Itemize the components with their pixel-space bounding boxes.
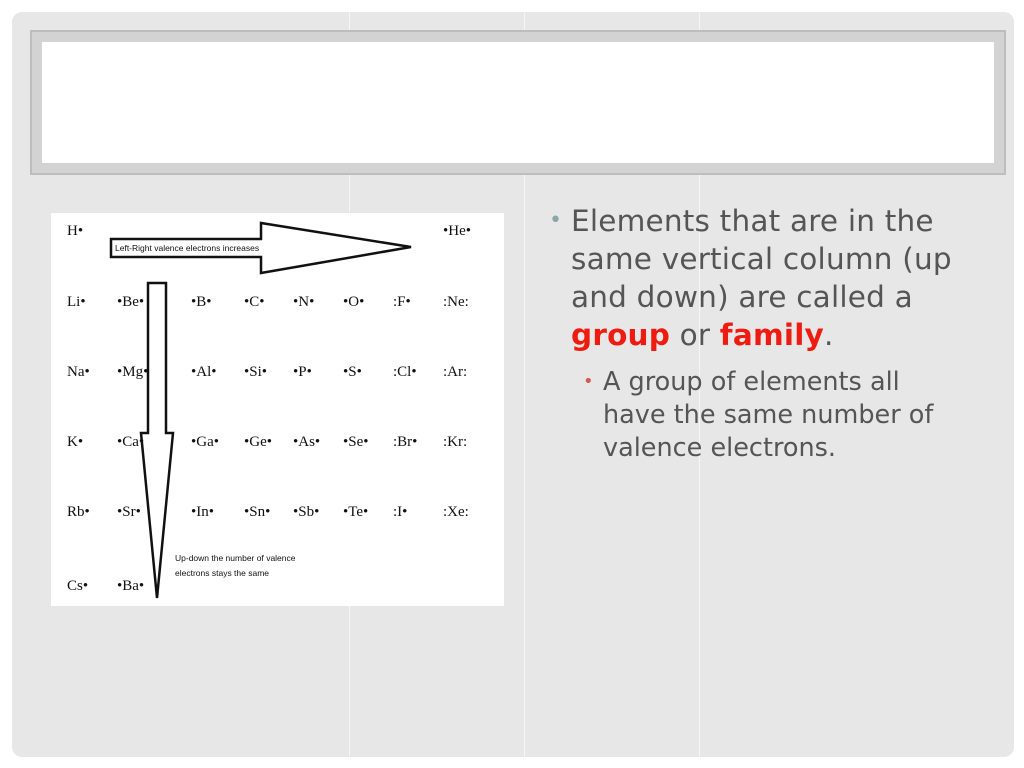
element-symbol: Cs• — [67, 578, 89, 594]
element-symbol: :I• — [393, 504, 408, 520]
element-symbol: •Si• — [244, 364, 268, 380]
element-symbol: •Ba• — [117, 578, 145, 594]
sub-bullet-dot: • — [583, 371, 594, 392]
bullet-item — [547, 202, 967, 354]
element-symbol: •Ca• — [117, 434, 145, 450]
element-symbol: •Be• — [117, 294, 145, 310]
element-symbol: •In• — [191, 504, 214, 520]
element-symbol: •He• — [443, 223, 471, 239]
sub-bullet-item — [579, 366, 953, 465]
title-box — [42, 42, 994, 163]
bullet-text-after: . — [823, 318, 834, 352]
lewis-dot-svg — [51, 213, 504, 606]
right-arrow-label: Left-Right valence electrons increases — [115, 243, 260, 253]
element-symbol: •B• — [191, 294, 212, 310]
element-symbol: H• — [67, 223, 84, 239]
term-group: group — [571, 318, 671, 352]
element-symbol: •O• — [343, 294, 365, 310]
element-symbol: :Xe: — [443, 504, 469, 520]
element-symbol: :Br• — [393, 434, 418, 450]
element-symbol: •As• — [293, 434, 321, 450]
bullet-dot: • — [549, 208, 563, 233]
element-symbol: :Ar: — [443, 364, 468, 380]
bullet-text-before: Elements that are in the same vertical column (up and down) are called a — [571, 204, 952, 314]
down-arrow-label-line2: electrons stays the same — [175, 568, 270, 578]
element-symbol: •N• — [293, 294, 315, 310]
element-symbol: •Sr• — [117, 504, 141, 520]
bullet-text-middle: or — [670, 318, 720, 352]
element-symbol: :F• — [393, 294, 411, 310]
element-symbol: •P• — [293, 364, 312, 380]
title-placeholder[interactable] — [30, 30, 1006, 175]
element-symbol: •Al• — [191, 364, 217, 380]
element-symbol: Li• — [67, 294, 86, 310]
element-symbol: •Se• — [343, 434, 369, 450]
element-grid — [67, 223, 471, 594]
element-symbol: •Te• — [343, 504, 369, 520]
element-symbol: •S• — [343, 364, 362, 380]
sub-bullet-text: A group of elements all have the same number of valence electrons. — [603, 367, 934, 463]
element-symbol: •Ga• — [191, 434, 219, 450]
element-symbol: K• — [67, 434, 84, 450]
element-symbol: •Mg• — [117, 364, 149, 380]
element-symbol: •C• — [244, 294, 265, 310]
element-symbol: :Cl• — [393, 364, 417, 380]
element-symbol: •Sb• — [293, 504, 320, 520]
element-symbol: Rb• — [67, 504, 90, 520]
lewis-dot-diagram — [51, 213, 504, 606]
down-arrow-label-line1: Up-down the number of valence — [175, 553, 296, 563]
element-symbol: :Kr: — [443, 434, 468, 450]
slide — [12, 12, 1014, 757]
term-family: family — [719, 318, 824, 352]
element-symbol: •Ge• — [244, 434, 272, 450]
element-symbol: Na• — [67, 364, 90, 380]
down-arrow — [141, 283, 173, 598]
element-symbol: •Sn• — [244, 504, 271, 520]
content-text — [547, 202, 967, 465]
element-symbol: :Ne: — [443, 294, 469, 310]
